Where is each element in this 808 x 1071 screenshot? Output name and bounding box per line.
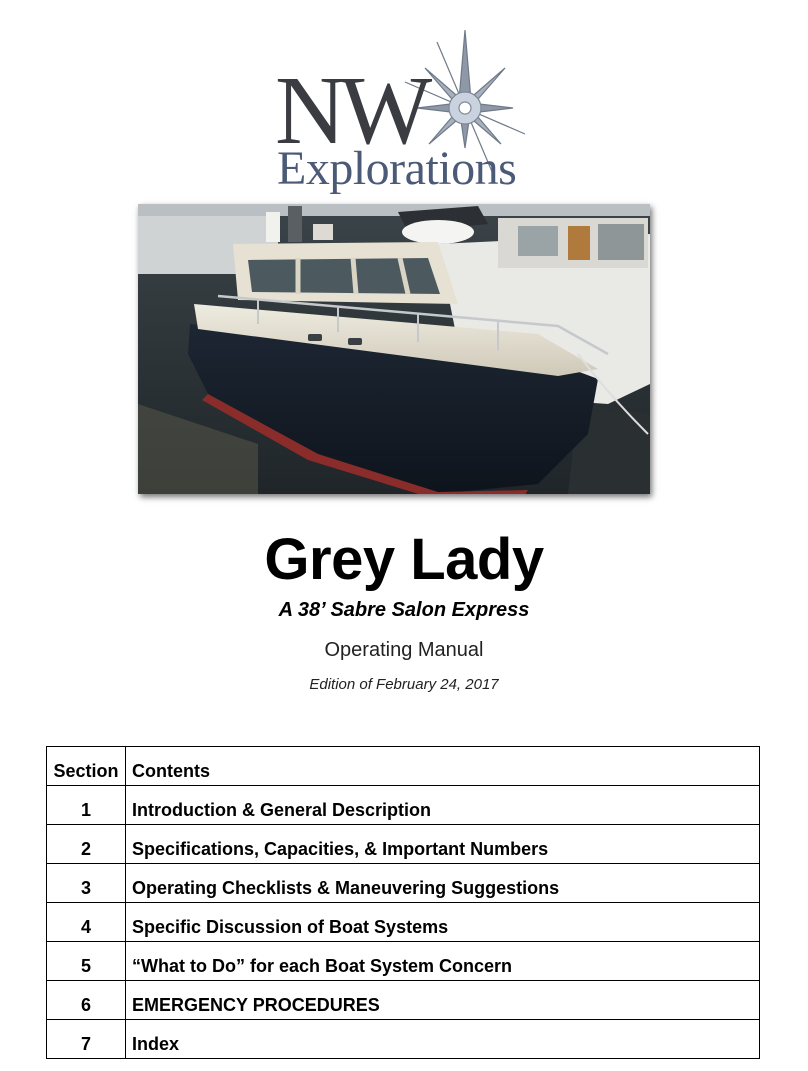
document-subtitle: A 38’ Sabre Salon Express [278, 599, 530, 621]
toc-header-section: Section [47, 747, 126, 786]
table-row [47, 942, 760, 981]
toc-section-title: Index [126, 1020, 760, 1059]
edition-date: Edition of February 24, 2017 [309, 676, 499, 693]
toc-section-number: 7 [47, 1020, 126, 1059]
table-row [47, 786, 760, 825]
table-row [47, 864, 760, 903]
table-row [47, 981, 760, 1020]
toc-section-number: 3 [47, 864, 126, 903]
toc-section-title: Operating Checklists & Maneuvering Suggestions [126, 864, 760, 903]
document-title: Grey Lady [264, 527, 544, 592]
toc-section-number: 1 [47, 786, 126, 825]
toc-section-title: Introduction & General Description [126, 786, 760, 825]
table-row [47, 1020, 760, 1059]
toc-section-number: 4 [47, 903, 126, 942]
toc-section-number: 6 [47, 981, 126, 1020]
toc-section-title: “What to Do” for each Boat System Concern [126, 942, 760, 981]
toc-section-number: 5 [47, 942, 126, 981]
table-row [47, 825, 760, 864]
logo-explorations-text: Explorations [277, 142, 517, 195]
boat-photo [138, 204, 650, 494]
toc-header-row [47, 747, 760, 786]
toc-section-title: Specific Discussion of Boat Systems [126, 903, 760, 942]
document-type: Operating Manual [324, 639, 484, 661]
toc-section-number: 2 [47, 825, 126, 864]
toc-section-title: EMERGENCY PROCEDURES [126, 981, 760, 1020]
table-row [47, 903, 760, 942]
nw-explorations-logo [275, 18, 535, 196]
logo-nw-text: NW [275, 57, 427, 165]
toc-section-title: Specifications, Capacities, & Important Numbers [126, 825, 760, 864]
toc-header-contents: Contents [126, 747, 760, 786]
table-of-contents [46, 746, 760, 1059]
